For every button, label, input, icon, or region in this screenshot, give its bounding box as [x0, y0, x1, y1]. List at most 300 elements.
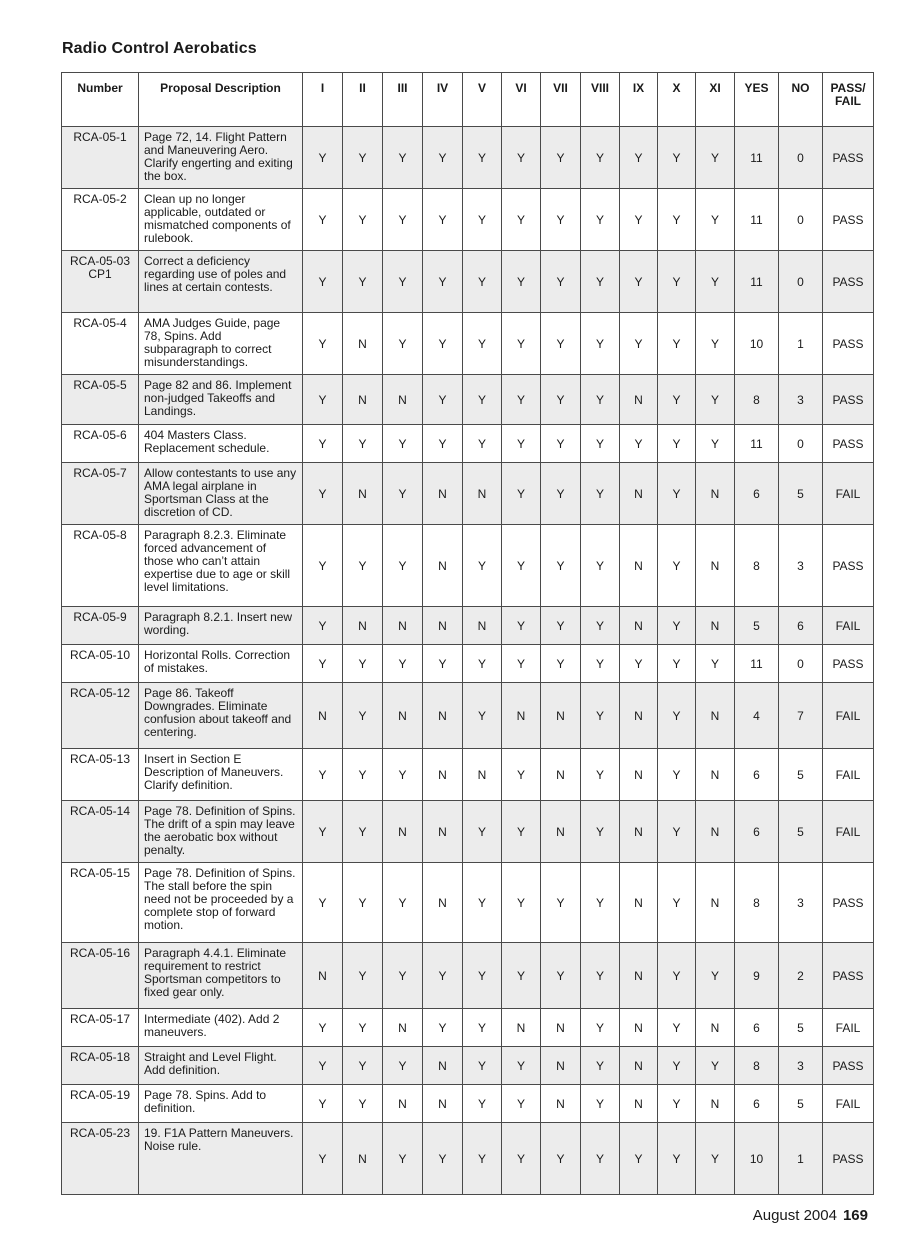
- vote-cell: Y: [423, 189, 463, 251]
- vote-cell: Y: [383, 425, 423, 463]
- result-status: FAIL: [823, 607, 874, 645]
- vote-cell: Y: [581, 425, 620, 463]
- result-status: FAIL: [823, 683, 874, 749]
- yes-count: 6: [735, 801, 779, 863]
- vote-cell: N: [541, 749, 581, 801]
- no-count: 7: [779, 683, 823, 749]
- vote-cell: Y: [463, 375, 502, 425]
- yes-count: 8: [735, 375, 779, 425]
- vote-cell: Y: [658, 425, 696, 463]
- proposal-description: Correct a deficiency regarding use of poles and lines at certain contests.: [139, 251, 303, 313]
- vote-cell: Y: [343, 863, 383, 943]
- vote-cell: Y: [658, 525, 696, 607]
- vote-cell: Y: [303, 425, 343, 463]
- proposal-number: RCA-05-12: [62, 683, 139, 749]
- vote-cell: N: [620, 375, 658, 425]
- vote-cell: Y: [620, 313, 658, 375]
- vote-cell: Y: [463, 943, 502, 1009]
- header-vote-ii: II: [343, 73, 383, 127]
- yes-count: 11: [735, 189, 779, 251]
- vote-cell: Y: [303, 463, 343, 525]
- vote-cell: Y: [502, 463, 541, 525]
- vote-cell: Y: [696, 1123, 735, 1195]
- vote-cell: Y: [581, 943, 620, 1009]
- no-count: 3: [779, 375, 823, 425]
- vote-cell: Y: [463, 1047, 502, 1085]
- vote-cell: N: [343, 375, 383, 425]
- vote-cell: Y: [696, 313, 735, 375]
- vote-cell: Y: [658, 943, 696, 1009]
- vote-cell: Y: [658, 375, 696, 425]
- vote-cell: Y: [541, 463, 581, 525]
- table-row: [62, 645, 874, 683]
- proposal-description: Paragraph 8.2.1. Insert new wording.: [139, 607, 303, 645]
- vote-cell: N: [343, 463, 383, 525]
- vote-cell: Y: [383, 1047, 423, 1085]
- yes-count: 9: [735, 943, 779, 1009]
- result-status: PASS: [823, 313, 874, 375]
- vote-cell: Y: [502, 525, 541, 607]
- vote-cell: Y: [423, 425, 463, 463]
- vote-cell: Y: [343, 127, 383, 189]
- yes-count: 6: [735, 463, 779, 525]
- result-status: PASS: [823, 375, 874, 425]
- proposal-number: RCA-05-4: [62, 313, 139, 375]
- vote-cell: Y: [541, 375, 581, 425]
- proposal-description: Intermediate (402). Add 2 maneuvers.: [139, 1009, 303, 1047]
- header-no: NO: [779, 73, 823, 127]
- vote-cell: Y: [343, 1047, 383, 1085]
- proposal-number: RCA-05-9: [62, 607, 139, 645]
- page-footer: [753, 1207, 868, 1224]
- vote-cell: Y: [343, 683, 383, 749]
- yes-count: 11: [735, 425, 779, 463]
- vote-cell: Y: [383, 189, 423, 251]
- vote-cell: Y: [383, 863, 423, 943]
- vote-results-table: [61, 72, 874, 1195]
- yes-count: 10: [735, 1123, 779, 1195]
- vote-cell: Y: [658, 1009, 696, 1047]
- vote-cell: Y: [620, 1123, 658, 1195]
- vote-cell: Y: [658, 645, 696, 683]
- vote-cell: N: [696, 863, 735, 943]
- no-count: 0: [779, 425, 823, 463]
- vote-cell: N: [423, 1047, 463, 1085]
- vote-cell: Y: [541, 863, 581, 943]
- table-row: [62, 749, 874, 801]
- vote-cell: Y: [423, 127, 463, 189]
- proposal-number: RCA-05-10: [62, 645, 139, 683]
- vote-cell: Y: [502, 943, 541, 1009]
- vote-cell: N: [620, 525, 658, 607]
- vote-cell: Y: [541, 607, 581, 645]
- proposal-description: Allow contestants to use any AMA legal airplane in Sportsman Class at the discretion of CD.: [139, 463, 303, 525]
- vote-cell: Y: [541, 645, 581, 683]
- no-count: 0: [779, 127, 823, 189]
- proposal-description: AMA Judges Guide, page 78, Spins. Add subparagraph to correct misunderstandings.: [139, 313, 303, 375]
- header-vote-vi: VI: [502, 73, 541, 127]
- no-count: 5: [779, 1085, 823, 1123]
- vote-cell: Y: [696, 189, 735, 251]
- vote-cell: Y: [463, 425, 502, 463]
- no-count: 2: [779, 943, 823, 1009]
- header-vote-iii: III: [383, 73, 423, 127]
- vote-cell: N: [620, 801, 658, 863]
- vote-cell: Y: [423, 943, 463, 1009]
- proposal-description: Page 86. Takeoff Downgrades. Eliminate confusion about takeoff and centering.: [139, 683, 303, 749]
- vote-cell: Y: [383, 313, 423, 375]
- vote-cell: Y: [502, 127, 541, 189]
- proposal-number: RCA-05-13: [62, 749, 139, 801]
- vote-cell: Y: [581, 1123, 620, 1195]
- vote-cell: Y: [541, 525, 581, 607]
- result-status: PASS: [823, 1047, 874, 1085]
- vote-cell: N: [620, 463, 658, 525]
- vote-cell: Y: [581, 645, 620, 683]
- proposal-number: RCA-05-7: [62, 463, 139, 525]
- vote-cell: Y: [658, 683, 696, 749]
- vote-cell: Y: [658, 1085, 696, 1123]
- vote-cell: Y: [303, 1009, 343, 1047]
- vote-cell: Y: [581, 127, 620, 189]
- vote-cell: Y: [502, 801, 541, 863]
- header-number: Number: [62, 73, 139, 127]
- vote-cell: N: [383, 683, 423, 749]
- vote-cell: Y: [581, 801, 620, 863]
- header-vote-iv: IV: [423, 73, 463, 127]
- vote-cell: N: [423, 863, 463, 943]
- vote-cell: Y: [581, 1085, 620, 1123]
- vote-cell: Y: [658, 251, 696, 313]
- vote-cell: Y: [696, 375, 735, 425]
- proposal-description: 404 Masters Class. Replacement schedule.: [139, 425, 303, 463]
- no-count: 5: [779, 801, 823, 863]
- table-row: [62, 251, 874, 313]
- vote-cell: Y: [303, 1085, 343, 1123]
- vote-cell: Y: [581, 525, 620, 607]
- yes-count: 8: [735, 525, 779, 607]
- vote-cell: Y: [696, 127, 735, 189]
- table-row: [62, 863, 874, 943]
- yes-count: 11: [735, 127, 779, 189]
- header-description: Proposal Description: [139, 73, 303, 127]
- vote-cell: Y: [383, 251, 423, 313]
- vote-cell: Y: [383, 127, 423, 189]
- vote-cell: N: [620, 683, 658, 749]
- vote-cell: N: [423, 683, 463, 749]
- yes-count: 4: [735, 683, 779, 749]
- vote-cell: Y: [502, 863, 541, 943]
- result-status: PASS: [823, 251, 874, 313]
- proposal-number: RCA-05-18: [62, 1047, 139, 1085]
- vote-cell: Y: [303, 251, 343, 313]
- no-count: 1: [779, 1123, 823, 1195]
- vote-cell: Y: [658, 1047, 696, 1085]
- table-header-row: [62, 73, 874, 127]
- vote-cell: Y: [541, 313, 581, 375]
- proposal-description: 19. F1A Pattern Maneuvers. Noise rule.: [139, 1123, 303, 1195]
- vote-cell: Y: [581, 463, 620, 525]
- no-count: 3: [779, 863, 823, 943]
- result-status: FAIL: [823, 1085, 874, 1123]
- vote-cell: Y: [502, 645, 541, 683]
- vote-cell: Y: [502, 749, 541, 801]
- yes-count: 6: [735, 749, 779, 801]
- proposal-description: Paragraph 4.4.1. Eliminate requirement to restrict Sportsman competitors to fixed gear only.: [139, 943, 303, 1009]
- vote-cell: Y: [303, 749, 343, 801]
- header-vote-v: V: [463, 73, 502, 127]
- vote-cell: Y: [303, 313, 343, 375]
- vote-cell: Y: [541, 127, 581, 189]
- header-pass-fail: PASS/ FAIL: [823, 73, 874, 127]
- vote-cell: Y: [383, 1123, 423, 1195]
- vote-cell: N: [541, 683, 581, 749]
- vote-cell: N: [463, 607, 502, 645]
- header-yes: YES: [735, 73, 779, 127]
- table-row: [62, 1123, 874, 1195]
- page-title: Radio Control Aerobatics: [62, 40, 257, 57]
- no-count: 5: [779, 749, 823, 801]
- vote-cell: Y: [303, 801, 343, 863]
- proposal-description: Paragraph 8.2.3. Eliminate forced advancement of those who can’t attain expertise due to age or skill level limitations.: [139, 525, 303, 607]
- table-row: [62, 463, 874, 525]
- proposal-number: RCA-05-5: [62, 375, 139, 425]
- vote-cell: Y: [696, 645, 735, 683]
- result-status: PASS: [823, 1123, 874, 1195]
- yes-count: 10: [735, 313, 779, 375]
- no-count: 3: [779, 1047, 823, 1085]
- vote-cell: N: [502, 1009, 541, 1047]
- vote-cell: N: [423, 749, 463, 801]
- proposal-description: Page 78. Definition of Spins. The stall before the spin need not be proceeded by a complete stop of forward motion.: [139, 863, 303, 943]
- vote-cell: Y: [463, 313, 502, 375]
- vote-cell: N: [541, 1085, 581, 1123]
- table-row: [62, 801, 874, 863]
- vote-cell: Y: [581, 251, 620, 313]
- proposal-number: RCA-05-23: [62, 1123, 139, 1195]
- no-count: 0: [779, 645, 823, 683]
- no-count: 6: [779, 607, 823, 645]
- vote-cell: N: [541, 801, 581, 863]
- vote-cell: N: [620, 943, 658, 1009]
- vote-cell: Y: [502, 425, 541, 463]
- vote-cell: Y: [502, 607, 541, 645]
- vote-cell: Y: [658, 607, 696, 645]
- vote-cell: Y: [696, 943, 735, 1009]
- no-count: 3: [779, 525, 823, 607]
- vote-cell: Y: [463, 645, 502, 683]
- vote-cell: N: [696, 525, 735, 607]
- proposal-number: RCA-05-03 CP1: [62, 251, 139, 313]
- vote-cell: Y: [658, 313, 696, 375]
- table-row: [62, 607, 874, 645]
- table-row: [62, 189, 874, 251]
- vote-cell: N: [423, 607, 463, 645]
- proposal-description: Horizontal Rolls. Correction of mistakes.: [139, 645, 303, 683]
- yes-count: 8: [735, 863, 779, 943]
- vote-cell: N: [696, 607, 735, 645]
- vote-cell: Y: [581, 375, 620, 425]
- vote-cell: N: [383, 375, 423, 425]
- result-status: PASS: [823, 189, 874, 251]
- vote-cell: Y: [463, 251, 502, 313]
- vote-cell: N: [620, 863, 658, 943]
- table-body: [62, 127, 874, 1195]
- proposal-description: Page 72, 14. Flight Pattern and Maneuvering Aero. Clarify engerting and exiting the box.: [139, 127, 303, 189]
- vote-cell: Y: [383, 645, 423, 683]
- table-row: [62, 683, 874, 749]
- proposal-description: Page 78. Definition of Spins. The drift of a spin may leave the aerobatic box without penalty.: [139, 801, 303, 863]
- vote-cell: Y: [502, 251, 541, 313]
- result-status: PASS: [823, 645, 874, 683]
- proposal-number: RCA-05-2: [62, 189, 139, 251]
- vote-cell: Y: [502, 313, 541, 375]
- vote-cell: N: [620, 607, 658, 645]
- vote-cell: Y: [581, 683, 620, 749]
- vote-cell: N: [423, 525, 463, 607]
- no-count: 0: [779, 189, 823, 251]
- yes-count: 8: [735, 1047, 779, 1085]
- vote-cell: Y: [696, 1047, 735, 1085]
- table-row: [62, 525, 874, 607]
- vote-cell: Y: [463, 1085, 502, 1123]
- vote-cell: Y: [463, 1009, 502, 1047]
- proposal-number: RCA-05-1: [62, 127, 139, 189]
- vote-cell: Y: [303, 375, 343, 425]
- vote-cell: Y: [658, 863, 696, 943]
- vote-cell: N: [696, 463, 735, 525]
- vote-cell: Y: [581, 607, 620, 645]
- table-row: [62, 127, 874, 189]
- vote-cell: Y: [502, 375, 541, 425]
- vote-cell: Y: [383, 463, 423, 525]
- vote-cell: N: [383, 801, 423, 863]
- vote-cell: N: [423, 1085, 463, 1123]
- yes-count: 5: [735, 607, 779, 645]
- vote-cell: Y: [303, 863, 343, 943]
- vote-cell: Y: [541, 943, 581, 1009]
- vote-cell: Y: [658, 127, 696, 189]
- proposal-description: Page 78. Spins. Add to definition.: [139, 1085, 303, 1123]
- vote-cell: Y: [541, 251, 581, 313]
- vote-cell: Y: [581, 313, 620, 375]
- vote-cell: Y: [343, 645, 383, 683]
- vote-cell: Y: [423, 1009, 463, 1047]
- vote-cell: N: [383, 607, 423, 645]
- table-row: [62, 1009, 874, 1047]
- vote-cell: Y: [658, 801, 696, 863]
- footer-date: August 2004: [752, 1207, 837, 1224]
- page-number: 169: [842, 1207, 868, 1224]
- no-count: 5: [779, 1009, 823, 1047]
- vote-cell: Y: [463, 801, 502, 863]
- proposal-description: Clean up no longer applicable, outdated or mismatched components of rulebook.: [139, 189, 303, 251]
- vote-cell: Y: [463, 683, 502, 749]
- vote-cell: Y: [303, 1123, 343, 1195]
- proposal-description: Insert in Section E Description of Maneuvers. Clarify definition.: [139, 749, 303, 801]
- vote-cell: Y: [423, 645, 463, 683]
- vote-cell: Y: [423, 1123, 463, 1195]
- vote-cell: Y: [541, 189, 581, 251]
- proposal-number: RCA-05-17: [62, 1009, 139, 1047]
- vote-cell: Y: [343, 943, 383, 1009]
- vote-cell: Y: [502, 1123, 541, 1195]
- vote-cell: Y: [463, 525, 502, 607]
- vote-cell: Y: [502, 189, 541, 251]
- vote-cell: Y: [541, 1123, 581, 1195]
- vote-cell: Y: [658, 189, 696, 251]
- vote-cell: N: [423, 801, 463, 863]
- result-status: PASS: [823, 425, 874, 463]
- vote-cell: Y: [581, 1009, 620, 1047]
- proposal-description: Straight and Level Flight. Add definition.: [139, 1047, 303, 1085]
- vote-cell: N: [696, 749, 735, 801]
- vote-cell: N: [696, 1009, 735, 1047]
- vote-cell: N: [620, 749, 658, 801]
- vote-cell: Y: [423, 313, 463, 375]
- proposal-number: RCA-05-15: [62, 863, 139, 943]
- vote-cell: Y: [423, 251, 463, 313]
- vote-cell: Y: [383, 749, 423, 801]
- table-row: [62, 313, 874, 375]
- vote-cell: Y: [620, 251, 658, 313]
- vote-cell: Y: [303, 127, 343, 189]
- no-count: 5: [779, 463, 823, 525]
- proposal-number: RCA-05-19: [62, 1085, 139, 1123]
- vote-cell: N: [423, 463, 463, 525]
- vote-cell: N: [502, 683, 541, 749]
- no-count: 0: [779, 251, 823, 313]
- vote-cell: N: [383, 1009, 423, 1047]
- vote-cell: N: [541, 1047, 581, 1085]
- table-row: [62, 375, 874, 425]
- table-row: [62, 943, 874, 1009]
- result-status: PASS: [823, 525, 874, 607]
- yes-count: 6: [735, 1085, 779, 1123]
- result-status: FAIL: [823, 1009, 874, 1047]
- vote-cell: Y: [658, 749, 696, 801]
- vote-cell: Y: [343, 525, 383, 607]
- vote-cell: N: [620, 1009, 658, 1047]
- proposal-number: RCA-05-8: [62, 525, 139, 607]
- vote-cell: Y: [343, 801, 383, 863]
- vote-cell: Y: [343, 1009, 383, 1047]
- vote-cell: Y: [541, 425, 581, 463]
- vote-cell: Y: [343, 189, 383, 251]
- vote-cell: N: [383, 1085, 423, 1123]
- header-vote-vii: VII: [541, 73, 581, 127]
- vote-cell: Y: [658, 463, 696, 525]
- yes-count: 6: [735, 1009, 779, 1047]
- vote-cell: Y: [620, 425, 658, 463]
- vote-cell: Y: [343, 425, 383, 463]
- vote-cell: N: [696, 683, 735, 749]
- yes-count: 11: [735, 645, 779, 683]
- vote-cell: Y: [581, 189, 620, 251]
- result-status: PASS: [823, 863, 874, 943]
- table-row: [62, 1085, 874, 1123]
- vote-cell: Y: [343, 1085, 383, 1123]
- vote-cell: Y: [303, 607, 343, 645]
- vote-cell: N: [620, 1047, 658, 1085]
- vote-cell: N: [696, 1085, 735, 1123]
- vote-cell: Y: [696, 251, 735, 313]
- vote-cell: Y: [463, 127, 502, 189]
- vote-cell: N: [303, 943, 343, 1009]
- vote-cell: Y: [620, 645, 658, 683]
- vote-cell: Y: [502, 1085, 541, 1123]
- vote-cell: N: [303, 683, 343, 749]
